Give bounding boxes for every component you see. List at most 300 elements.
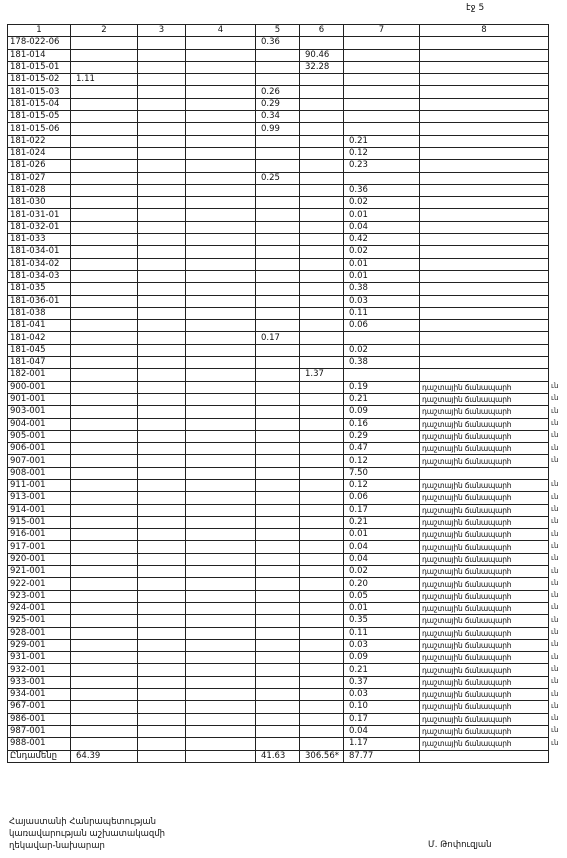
- table-cell: [138, 664, 186, 676]
- margin-mark: ւն: [551, 640, 559, 649]
- table-cell: [186, 61, 256, 73]
- table-cell: [420, 184, 549, 196]
- table-cell: 0.04: [344, 221, 420, 233]
- column-header: 1: [8, 25, 71, 37]
- table-cell: [420, 357, 549, 369]
- table-cell: [256, 295, 300, 307]
- table-cell: [344, 98, 420, 110]
- table-cell: 934-001: [8, 689, 71, 701]
- table-cell: 181-042: [8, 332, 71, 344]
- table-cell: [256, 504, 300, 516]
- table-cell: [138, 701, 186, 713]
- table-cell: 0.47: [344, 443, 420, 455]
- table-cell: [300, 418, 344, 430]
- table-cell: [71, 418, 138, 430]
- table-cell: [186, 430, 256, 442]
- margin-mark: ւն: [551, 541, 559, 550]
- table-cell: 921-001: [8, 566, 71, 578]
- table-cell: դաշտային ճանապարհ: [420, 504, 549, 516]
- table-cell: [71, 184, 138, 196]
- table-cell: [256, 443, 300, 455]
- table-cell: [186, 234, 256, 246]
- margin-mark: ւն: [551, 738, 559, 747]
- table-cell: 0.04: [344, 541, 420, 553]
- table-cell: [256, 578, 300, 590]
- table-cell: [300, 123, 344, 135]
- table-cell: [138, 689, 186, 701]
- table-cell: [138, 344, 186, 356]
- table-cell: [71, 541, 138, 553]
- table-cell: [186, 258, 256, 270]
- table-cell: 0.29: [344, 430, 420, 442]
- table-cell: դաշտային ճանապարհ: [420, 664, 549, 676]
- table-cell: [300, 479, 344, 491]
- table-cell: 0.09: [344, 406, 420, 418]
- table-cell: [138, 197, 186, 209]
- table-cell: [186, 86, 256, 98]
- table-cell: 32.28: [300, 61, 344, 73]
- table-cell: [186, 713, 256, 725]
- table-cell: 181-031-01: [8, 209, 71, 221]
- table-cell: [420, 320, 549, 332]
- table-cell: 923-001: [8, 590, 71, 602]
- table-cell: [420, 209, 549, 221]
- table-cell: [71, 393, 138, 405]
- table-cell: 181-045: [8, 344, 71, 356]
- table-cell: [186, 455, 256, 467]
- table-cell: [256, 479, 300, 491]
- table-cell: [71, 135, 138, 147]
- table-cell: 181-015-04: [8, 98, 71, 110]
- table-cell: [186, 701, 256, 713]
- footer-official-title: [9, 816, 165, 852]
- table-row: [8, 725, 549, 737]
- table-cell: [186, 295, 256, 307]
- table-cell: 0.12: [344, 455, 420, 467]
- table-cell: 181-041: [8, 320, 71, 332]
- table-cell: 0.26: [256, 86, 300, 98]
- table-cell: [71, 492, 138, 504]
- table-cell: [256, 652, 300, 664]
- table-cell: [256, 406, 300, 418]
- table-cell: [300, 615, 344, 627]
- margin-mark: ւն: [551, 591, 559, 600]
- table-cell: [138, 676, 186, 688]
- table-cell: [186, 529, 256, 541]
- table-cell: 0.35: [344, 615, 420, 627]
- column-header: 2: [71, 25, 138, 37]
- table-cell: 181-026: [8, 160, 71, 172]
- table-cell: [186, 344, 256, 356]
- margin-mark: ւն: [551, 382, 559, 391]
- table-cell: դաշտային ճանապարհ: [420, 553, 549, 565]
- table-cell: 0.19: [344, 381, 420, 393]
- table-cell: [71, 381, 138, 393]
- table-cell: [420, 270, 549, 282]
- table-row: [8, 504, 549, 516]
- table-cell: 0.36: [344, 184, 420, 196]
- table-cell: [71, 98, 138, 110]
- column-header: 8: [420, 25, 549, 37]
- table-cell: 181-014: [8, 49, 71, 61]
- table-cell: [71, 701, 138, 713]
- table-cell: [71, 123, 138, 135]
- margin-mark: ւն: [551, 529, 559, 538]
- table-cell: [138, 258, 186, 270]
- table-cell: [186, 246, 256, 258]
- table-cell: [300, 86, 344, 98]
- table-cell: [138, 172, 186, 184]
- table-cell: 0.02: [344, 344, 420, 356]
- table-row: [8, 615, 549, 627]
- table-cell: [256, 627, 300, 639]
- table-cell: 916-001: [8, 529, 71, 541]
- table-cell: [256, 320, 300, 332]
- table-cell: 904-001: [8, 418, 71, 430]
- table-row: [8, 566, 549, 578]
- margin-mark: ւն: [551, 578, 559, 587]
- table-cell: [186, 492, 256, 504]
- table-cell: [138, 467, 186, 479]
- table-row: [8, 406, 549, 418]
- table-cell: [420, 147, 549, 159]
- table-cell: [256, 147, 300, 159]
- table-cell: [138, 492, 186, 504]
- table-cell: [138, 246, 186, 258]
- table-cell: [256, 381, 300, 393]
- table-cell: 181-047: [8, 357, 71, 369]
- table-cell: [138, 111, 186, 123]
- table-cell: [256, 393, 300, 405]
- table-cell: դաշտային ճանապարհ: [420, 393, 549, 405]
- table-cell: 181-038: [8, 307, 71, 319]
- table-row: [8, 664, 549, 676]
- land-parcel-table: [7, 24, 549, 763]
- table-cell: [71, 320, 138, 332]
- table-row: [8, 516, 549, 528]
- table-row: [8, 111, 549, 123]
- margin-mark: ւն: [551, 505, 559, 514]
- table-cell: 0.01: [344, 209, 420, 221]
- table-cell: [344, 74, 420, 86]
- table-cell: [71, 295, 138, 307]
- table-cell: 181-022: [8, 135, 71, 147]
- table-cell: [300, 283, 344, 295]
- table-cell: [186, 381, 256, 393]
- table-cell: 41.63: [256, 750, 300, 762]
- table-cell: [256, 467, 300, 479]
- table-cell: [420, 49, 549, 61]
- table-row: [8, 713, 549, 725]
- table-cell: դաշտային ճանապարհ: [420, 455, 549, 467]
- table-cell: [71, 566, 138, 578]
- table-cell: 0.21: [344, 516, 420, 528]
- table-cell: [420, 160, 549, 172]
- table-cell: [71, 504, 138, 516]
- table-cell: [138, 184, 186, 196]
- table-cell: 1.37: [300, 369, 344, 381]
- table-cell: [256, 639, 300, 651]
- table-cell: դաշտային ճանապարհ: [420, 725, 549, 737]
- margin-mark: ւն: [551, 689, 559, 698]
- table-cell: [138, 209, 186, 221]
- table-cell: [71, 270, 138, 282]
- table-cell: [186, 467, 256, 479]
- table-cell: [344, 49, 420, 61]
- footer-title-line-2: կառավարության աշխատակազմի: [9, 829, 166, 839]
- table-cell: [138, 406, 186, 418]
- table-cell: [71, 430, 138, 442]
- table-cell: [138, 295, 186, 307]
- table-cell: [138, 639, 186, 651]
- table-cell: 0.38: [344, 357, 420, 369]
- table-cell: [420, 750, 549, 762]
- table-cell: [300, 258, 344, 270]
- table-cell: 987-001: [8, 725, 71, 737]
- table-cell: [420, 86, 549, 98]
- table-cell: 0.17: [344, 713, 420, 725]
- table-cell: [256, 221, 300, 233]
- table-cell: 906-001: [8, 443, 71, 455]
- table-cell: 929-001: [8, 639, 71, 651]
- table-cell: [420, 37, 549, 49]
- footer-title-line-1: Հայաստանի Հանրապետության: [9, 817, 157, 827]
- table-cell: [256, 590, 300, 602]
- table-cell: [71, 689, 138, 701]
- table-row: [8, 602, 549, 614]
- table-cell: 914-001: [8, 504, 71, 516]
- table-cell: [138, 553, 186, 565]
- table-cell: 181-024: [8, 147, 71, 159]
- table-cell: [300, 553, 344, 565]
- table-cell: [256, 160, 300, 172]
- table-cell: [300, 209, 344, 221]
- table-row: [8, 369, 549, 381]
- table-row: [8, 689, 549, 701]
- table-cell: [138, 541, 186, 553]
- table-cell: [300, 467, 344, 479]
- table-cell: 908-001: [8, 467, 71, 479]
- table-cell: [138, 443, 186, 455]
- table-cell: [71, 234, 138, 246]
- table-cell: [344, 111, 420, 123]
- table-row: [8, 221, 549, 233]
- table-cell: դաշտային ճանապարհ: [420, 602, 549, 614]
- table-cell: դաշտային ճանապարհ: [420, 615, 549, 627]
- table-cell: [420, 123, 549, 135]
- table-row: [8, 283, 549, 295]
- table-cell: [138, 135, 186, 147]
- table-cell: [300, 406, 344, 418]
- table-cell: դաշտային ճանապարհ: [420, 701, 549, 713]
- table-cell: [71, 197, 138, 209]
- table-cell: [300, 701, 344, 713]
- table-cell: 181-035: [8, 283, 71, 295]
- table-cell: 0.05: [344, 590, 420, 602]
- table-cell: [300, 111, 344, 123]
- table-row: [8, 393, 549, 405]
- table-cell: 181-015-05: [8, 111, 71, 123]
- table-cell: [138, 529, 186, 541]
- table-cell: [300, 541, 344, 553]
- table-cell: դաշտային ճանապարհ: [420, 566, 549, 578]
- table-cell: [186, 307, 256, 319]
- table-cell: [186, 676, 256, 688]
- table-cell: [138, 37, 186, 49]
- table-cell: [300, 357, 344, 369]
- table-cell: [300, 332, 344, 344]
- table-cell: 932-001: [8, 664, 71, 676]
- table-cell: դաշտային ճանապարհ: [420, 627, 549, 639]
- table-cell: 1.11: [71, 74, 138, 86]
- table-cell: 0.21: [344, 135, 420, 147]
- table-cell: 0.34: [256, 111, 300, 123]
- table-cell: [71, 529, 138, 541]
- margin-mark: ւն: [551, 443, 559, 452]
- table-cell: [138, 234, 186, 246]
- table-row: [8, 37, 549, 49]
- table-row: [8, 357, 549, 369]
- margin-mark: ւն: [551, 701, 559, 710]
- table-cell: [300, 197, 344, 209]
- table-cell: [300, 652, 344, 664]
- table-row: [8, 123, 549, 135]
- table-cell: 0.37: [344, 676, 420, 688]
- table-cell: [256, 74, 300, 86]
- table-cell: [71, 258, 138, 270]
- table-cell: 931-001: [8, 652, 71, 664]
- table-cell: 901-001: [8, 393, 71, 405]
- table-cell: [186, 553, 256, 565]
- table-cell: [300, 147, 344, 159]
- table-cell: դաշտային ճանապարհ: [420, 406, 549, 418]
- margin-mark: ւն: [551, 652, 559, 661]
- table-cell: [256, 344, 300, 356]
- table-cell: [71, 553, 138, 565]
- table-cell: [71, 172, 138, 184]
- table-cell: [300, 221, 344, 233]
- table-row: [8, 270, 549, 282]
- table-cell: [71, 652, 138, 664]
- table-cell: 0.06: [344, 320, 420, 332]
- table-cell: [186, 283, 256, 295]
- table-cell: 933-001: [8, 676, 71, 688]
- table-cell: 0.25: [256, 172, 300, 184]
- table-cell: [300, 295, 344, 307]
- table-cell: [71, 725, 138, 737]
- table-cell: [300, 504, 344, 516]
- table-cell: 905-001: [8, 430, 71, 442]
- table-cell: [420, 111, 549, 123]
- table-cell: [138, 750, 186, 762]
- table-cell: [256, 566, 300, 578]
- table-cell: 915-001: [8, 516, 71, 528]
- table-cell: դաշտային ճանապարհ: [420, 541, 549, 553]
- table-cell: [300, 430, 344, 442]
- table-cell: դաշտային ճանապարհ: [420, 443, 549, 455]
- table-cell: [300, 234, 344, 246]
- footer-signature-name: Մ. Թոփուզյան: [428, 840, 492, 850]
- table-row: [8, 541, 549, 553]
- table-cell: [300, 160, 344, 172]
- table-cell: [138, 566, 186, 578]
- table-row: [8, 467, 549, 479]
- table-cell: [256, 615, 300, 627]
- table-row: [8, 344, 549, 356]
- margin-mark: ւն: [551, 455, 559, 464]
- table-cell: [300, 578, 344, 590]
- table-cell: [256, 197, 300, 209]
- total-row: [8, 750, 549, 762]
- table-cell: 0.42: [344, 234, 420, 246]
- table-cell: [256, 357, 300, 369]
- table-cell: 306.56*: [300, 750, 344, 762]
- table-cell: 0.20: [344, 578, 420, 590]
- table-cell: [186, 615, 256, 627]
- table-cell: [186, 197, 256, 209]
- table-row: [8, 479, 549, 491]
- table-cell: 0.23: [344, 160, 420, 172]
- table-cell: [300, 602, 344, 614]
- table-cell: [186, 135, 256, 147]
- table-cell: [186, 627, 256, 639]
- table-cell: [186, 98, 256, 110]
- table-cell: [71, 455, 138, 467]
- table-cell: [300, 270, 344, 282]
- table-cell: [138, 49, 186, 61]
- table-cell: [186, 184, 256, 196]
- table-cell: [300, 98, 344, 110]
- table-cell: [71, 37, 138, 49]
- table-cell: [300, 689, 344, 701]
- table-cell: [186, 418, 256, 430]
- table-cell: 0.16: [344, 418, 420, 430]
- table-row: [8, 529, 549, 541]
- table-cell: 900-001: [8, 381, 71, 393]
- table-cell: 917-001: [8, 541, 71, 553]
- table-cell: [186, 172, 256, 184]
- table-cell: [256, 516, 300, 528]
- table-cell: [256, 270, 300, 282]
- table-cell: [256, 664, 300, 676]
- table-cell: դաշտային ճանապարհ: [420, 676, 549, 688]
- table-cell: [420, 307, 549, 319]
- table-cell: 181-028: [8, 184, 71, 196]
- table-cell: [186, 725, 256, 737]
- margin-mark: ւն: [551, 480, 559, 489]
- table-row: [8, 381, 549, 393]
- table-row: [8, 553, 549, 565]
- table-cell: [186, 566, 256, 578]
- margin-mark: ւն: [551, 603, 559, 612]
- column-header: 6: [300, 25, 344, 37]
- table-row: [8, 738, 549, 750]
- table-cell: Ընդամենը: [8, 750, 71, 762]
- table-row: [8, 652, 549, 664]
- table-cell: [71, 160, 138, 172]
- table-cell: [71, 615, 138, 627]
- table-cell: [300, 172, 344, 184]
- table-cell: [186, 750, 256, 762]
- table-row: [8, 295, 549, 307]
- table-cell: [71, 676, 138, 688]
- table-cell: 0.03: [344, 639, 420, 651]
- table-row: [8, 234, 549, 246]
- table-row: [8, 320, 549, 332]
- table-cell: [71, 406, 138, 418]
- table-cell: 0.10: [344, 701, 420, 713]
- table-cell: 0.99: [256, 123, 300, 135]
